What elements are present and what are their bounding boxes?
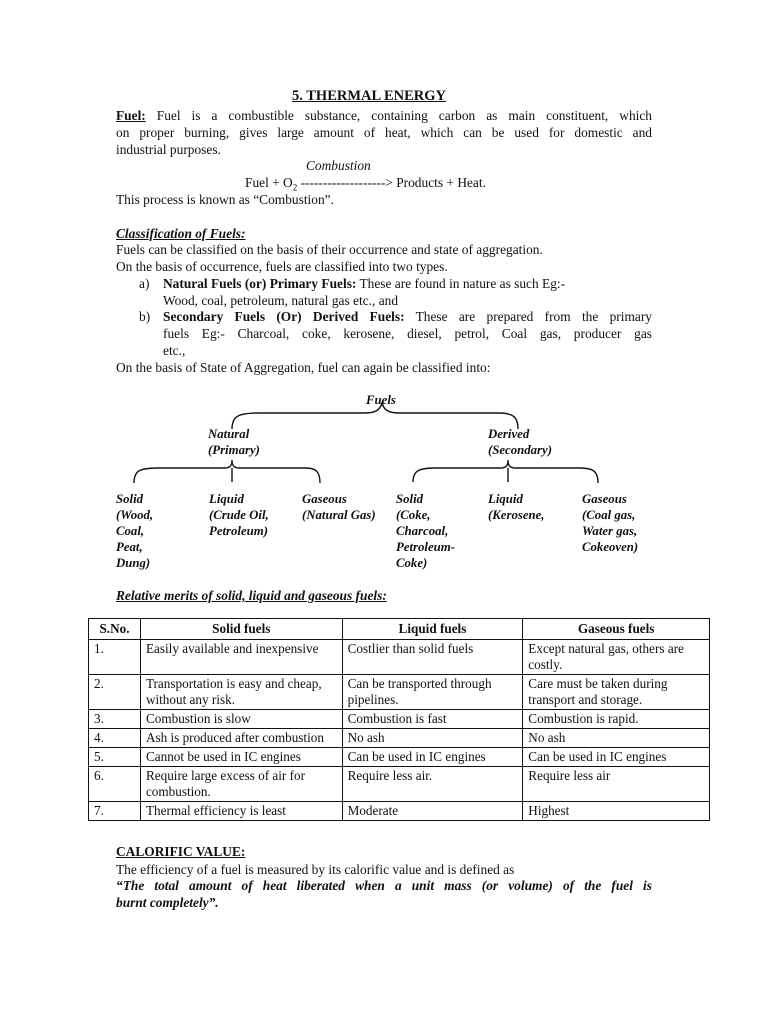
tree-leaf-natural-solid: Solid (Wood, Coal, Peat, Dung) xyxy=(116,492,154,570)
classification-line-2: On the basis of occurrence, fuels are classified into two types. xyxy=(116,259,448,274)
merits-table xyxy=(88,618,710,821)
list-marker-b: b) xyxy=(139,309,151,324)
table-header-row xyxy=(89,619,710,640)
classification-heading: Classification of Fuels: xyxy=(116,226,246,241)
tree-natural-label: Natural (Primary) xyxy=(208,427,260,457)
tree-leaf-derived-liquid: Liquid (Kerosene, xyxy=(488,492,545,522)
fuel-definition-line-2: on proper burning, gives large amount of heat, which can be used for domestic and xyxy=(116,125,652,140)
table-row: 2. Transportation is easy and cheap, without any risk. Can be transported through pipelines. Care must be taken during transport and storage. xyxy=(89,675,710,710)
header-gaseous: Gaseous fuels xyxy=(523,619,710,640)
table-row: 7. Thermal efficiency is least Moderate Highest xyxy=(89,802,710,821)
fuel-definition-line-3: industrial purposes. xyxy=(116,142,221,157)
table-row: 3. Combustion is slow Combustion is fast Combustion is rapid. xyxy=(89,710,710,729)
calorific-heading: CALORIFIC VALUE: xyxy=(116,844,246,859)
merits-heading: Relative merits of solid, liquid and gaseous fuels: xyxy=(116,588,387,603)
calorific-definition-line-1: “The total amount of heat liberated when a unit mass (or volume) of the fuel is xyxy=(116,878,652,893)
list-item-secondary-fuels-cont-2: etc., xyxy=(163,343,186,358)
tree-leaf-derived-gaseous: Gaseous (Coal gas, Water gas, Cokeoven) xyxy=(582,492,639,554)
calorific-definition-line-2: burnt completely”. xyxy=(116,895,219,910)
table-row: 5. Cannot be used in IC engines Can be used in IC engines Can be used in IC engines xyxy=(89,748,710,767)
equation-above-label: Combustion xyxy=(306,158,371,173)
header-solid: Solid fuels xyxy=(140,619,342,640)
combustion-equation: Fuel + $O_2$ -------------------> Products + Heat. xyxy=(245,175,486,193)
tree-leaf-natural-liquid: Liquid (Crude Oil, Petroleum) xyxy=(209,492,269,538)
header-sno: S.No. xyxy=(89,619,141,640)
list-item-secondary-fuels-cont-1: fuels Eg:- Charcoal, coke, kerosene, diesel, petrol, Coal gas, producer gas xyxy=(163,326,652,341)
classification-line-1: Fuels can be classified on the basis of their occurrence and state of aggregation. xyxy=(116,242,543,257)
page-title: 5. THERMAL ENERGY xyxy=(292,88,447,104)
list-item-natural-fuels: Natural Fuels (or) Primary Fuels: These are found in nature as such Eg:- xyxy=(163,276,566,291)
table-row: 1. Easily available and inexpensive Costlier than solid fuels Except natural gas, others are costly. xyxy=(89,640,710,675)
process-note: This process is known as “Combustion”. xyxy=(116,192,334,207)
fuel-label: Fuel: xyxy=(116,108,146,123)
tree-derived-label: Derived (Secondary) xyxy=(488,427,552,457)
list-item-natural-fuels-cont: Wood, coal, petroleum, natural gas etc., and xyxy=(163,293,399,308)
tree-leaf-natural-gaseous: Gaseous (Natural Gas) xyxy=(302,492,376,522)
tree-root-label: Fuels xyxy=(366,393,396,407)
list-marker-a: a) xyxy=(139,276,150,291)
tree-leaf-derived-solid: Solid (Coke, Charcoal, Petroleum- Coke) xyxy=(396,492,455,570)
table-row: 4. Ash is produced after combustion No ash No ash xyxy=(89,729,710,748)
fuel-definition-line-1: Fuel: Fuel is a combustible substance, containing carbon as main constituent, which xyxy=(116,108,652,123)
header-liquid: Liquid fuels xyxy=(342,619,523,640)
list-item-secondary-fuels: Secondary Fuels (Or) Derived Fuels: These are prepared from the primary xyxy=(163,309,652,324)
classification-line-3: On the basis of State of Aggregation, fuel can again be classified into: xyxy=(116,360,491,375)
table-row: 6. Require large excess of air for combustion. Require less air. Require less air xyxy=(89,767,710,802)
calorific-line: The efficiency of a fuel is measured by its calorific value and is defined as xyxy=(116,862,515,877)
